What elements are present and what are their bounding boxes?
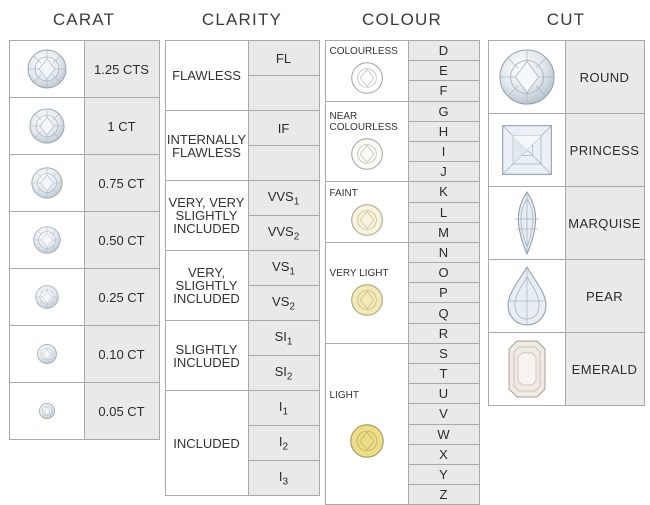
carat-gem-cell [9,155,84,212]
colour-letter: T [408,364,479,384]
carat-label: 0.25 CT [84,269,159,326]
colour-letter: K [408,182,479,202]
clarity-grade-i1-text: $I_1$ [278,398,289,418]
table-row [9,212,159,269]
colour-letter: D [408,41,479,61]
colour-letter: X [408,444,479,464]
clarity-group-internally-flawless: INTERNALLY FLAWLESS [165,111,248,181]
carat-label: 0.50 CT [84,212,159,269]
colour-letter: L [408,202,479,222]
carat-column-title: CARAT [52,10,116,29]
clarity-group-included: INCLUDED [165,391,248,496]
colour-letter: G [408,101,479,121]
carat-gem-cell [9,269,84,326]
clarity-grade-vvs1 [248,181,319,216]
round-brilliant-diamond-icon [10,108,84,144]
table-row [325,182,479,202]
table-row [165,251,319,286]
table-row [165,41,319,76]
colour-letter: H [408,121,479,141]
table-row [9,326,159,383]
colour-group-light [325,343,408,505]
colour-group-light-label: LIGHT [329,389,359,401]
table-row [488,260,644,333]
colour-group-near-colourless-label: NEAR COLOURLESS [329,111,398,134]
table-row [165,111,319,146]
colour-letter: S [408,343,479,363]
colour-letter: W [408,424,479,444]
colour-gem-near-colourless [326,137,408,171]
table-row [488,114,644,187]
colour-gem-colourless [326,61,408,95]
clarity-grade-si2-text: $SI_2$ [274,363,293,383]
colour-gem-very-light [326,283,408,317]
clarity-grade-vs2 [248,286,319,321]
carat-label: 1 CT [84,98,159,155]
clarity-grade-vs2-text: $VS_2$ [272,293,295,313]
colour-letter: I [408,141,479,161]
table-row [325,242,479,262]
emerald-cut-diamond-icon [489,339,565,399]
colour-letter: U [408,384,479,404]
cut-gem-cell-round [488,41,565,114]
carat-label: 0.05 CT [84,383,159,440]
clarity-grade-vs1 [248,251,319,286]
clarity-grade-si2 [248,356,319,391]
clarity-grade-blank-2 [248,146,319,181]
cut-column [482,0,650,406]
colour-letter: F [408,81,479,101]
table-row [165,391,319,426]
colour-group-colourless-label: COLOURLESS [329,46,398,58]
clarity-grade-vvs1-text: $VVS_1$ [267,188,300,208]
cut-label-princess: PRINCESS [565,114,644,187]
clarity-group-flawless: FLAWLESS [165,41,248,111]
table-row [488,187,644,260]
clarity-grade-si1 [248,321,319,356]
clarity-grade-i2-text: $I_2$ [278,433,289,453]
cut-label-emerald: EMERALD [565,333,644,406]
carat-column [6,0,162,440]
carat-gem-cell [9,383,84,440]
carat-gem-cell [9,98,84,155]
colour-letter: E [408,61,479,81]
round-brilliant-diamond-icon [10,226,84,254]
table-row [325,41,479,61]
clarity-column [162,0,322,496]
colour-group-faint [325,182,408,243]
table-row [165,181,319,216]
colour-letter: J [408,162,479,182]
colour-column-title: COLOUR [362,10,442,29]
clarity-grade-i3-text: $I_3$ [278,468,289,488]
clarity-group-vs: VERY, SLIGHTLY INCLUDED [165,251,248,321]
cut-label-marquise: MARQUISE [565,187,644,260]
carat-label: 1.25 CTS [84,41,159,98]
colour-group-faint-label: FAINT [329,187,358,199]
colour-letter: N [408,242,479,262]
cut-label-pear: PEAR [565,260,644,333]
round-brilliant-diamond-icon [10,285,84,309]
colour-column [322,0,482,505]
cut-gem-cell-marquise [488,187,565,260]
clarity-grade-if: IF [248,111,319,146]
clarity-group-vvs: VERY, VERY SLIGHTLY INCLUDED [165,181,248,251]
colour-gem-light [326,423,408,459]
table-row [165,321,319,356]
colour-letter: V [408,404,479,424]
carat-table [9,40,160,440]
table-row [9,269,159,326]
carat-label: 0.75 CT [84,155,159,212]
clarity-group-si: SLIGHTLY INCLUDED [165,321,248,391]
carat-gem-cell [9,41,84,98]
carat-gem-cell [9,212,84,269]
clarity-table [165,40,320,496]
round-cut-diamond-icon [489,48,565,106]
colour-letter: Z [408,485,479,505]
clarity-column-title: CLARITY [201,10,283,29]
cut-gem-cell-pear [488,260,565,333]
carat-gem-cell [9,326,84,383]
clarity-grade-vvs2-text: $VVS_2$ [267,223,300,243]
round-brilliant-diamond-icon [10,403,84,419]
colour-table [325,40,480,505]
carat-label: 0.10 CT [84,326,159,383]
clarity-grade-i2 [248,426,319,461]
cut-table [488,40,645,406]
cut-label-round: ROUND [565,41,644,114]
cut-column-title: CUT [546,10,586,29]
cut-gem-cell-princess [488,114,565,187]
round-brilliant-diamond-icon [10,344,84,364]
clarity-grade-i1 [248,391,319,426]
colour-letter: R [408,323,479,343]
table-row [9,98,159,155]
table-row [9,41,159,98]
colour-gem-faint [326,203,408,237]
colour-group-very-light-label: VERY LIGHT [329,268,389,280]
colour-letter: Y [408,464,479,484]
clarity-grade-blank-1 [248,76,319,111]
round-brilliant-diamond-icon [10,167,84,199]
clarity-grade-vvs2 [248,216,319,251]
colour-letter: O [408,263,479,283]
marquise-cut-diamond-icon [489,191,565,255]
colour-group-very-light [325,242,408,343]
clarity-grade-vs1-text: $VS_1$ [272,258,295,278]
table-row [325,343,479,363]
princess-cut-diamond-icon [489,122,565,178]
table-row [325,101,479,121]
table-row [488,41,644,114]
colour-group-near-colourless [325,101,408,182]
pear-cut-diamond-icon [489,265,565,327]
colour-letter: P [408,283,479,303]
colour-letter: M [408,222,479,242]
cut-gem-cell-emerald [488,333,565,406]
colour-group-colourless [325,41,408,102]
clarity-grade-si1-text: $SI_1$ [274,328,293,348]
clarity-grade-fl: FL [248,41,319,76]
table-row [488,333,644,406]
round-brilliant-diamond-icon [10,49,84,89]
table-row [9,383,159,440]
clarity-grade-i3 [248,461,319,496]
table-row [9,155,159,212]
colour-letter: Q [408,303,479,323]
